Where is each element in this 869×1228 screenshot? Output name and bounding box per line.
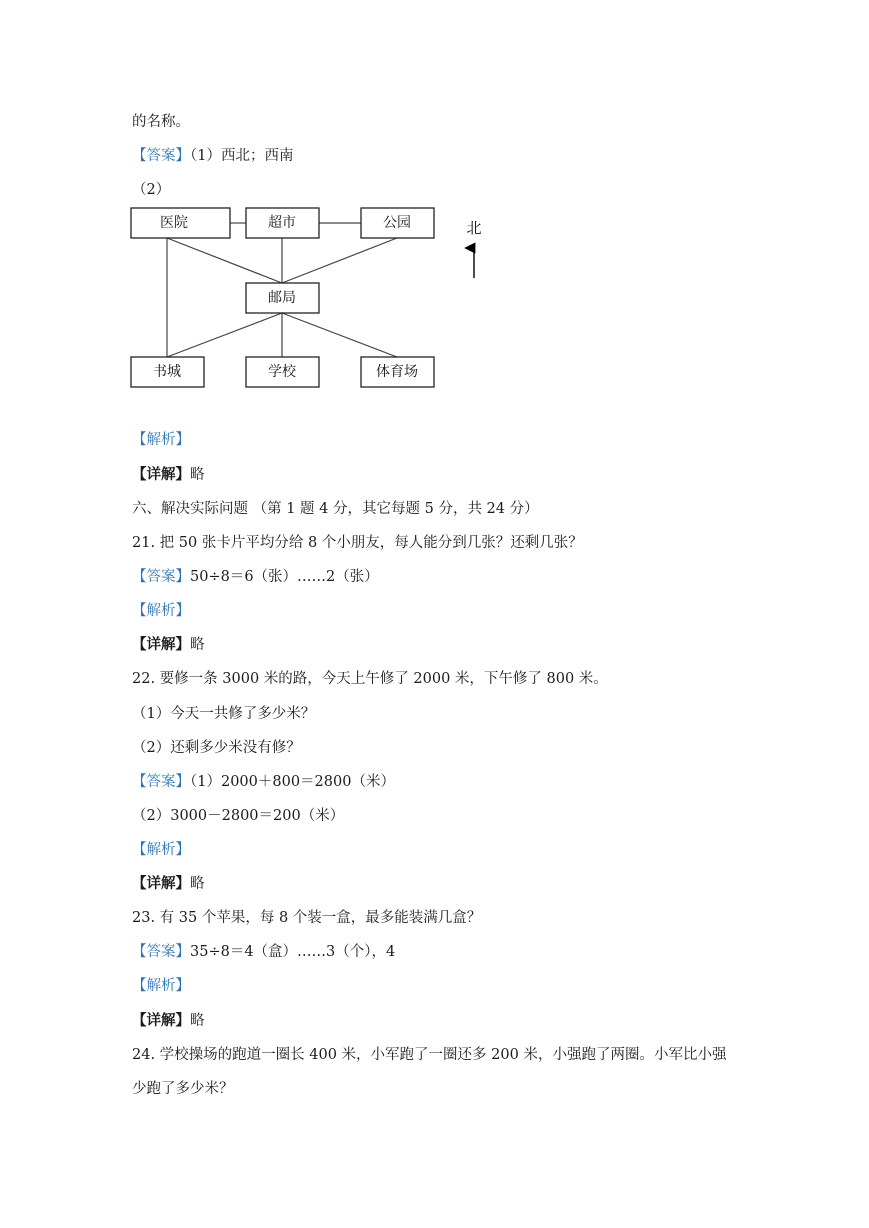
label-school: 学校 xyxy=(268,364,296,380)
label-park: 公园 xyxy=(383,215,411,231)
intro-tail-text: 的名称。 xyxy=(132,114,190,130)
q23-detail-line xyxy=(132,1011,205,1031)
line-postoffice-stadium xyxy=(282,313,397,357)
answer-text: （1）西北；西南 xyxy=(190,148,294,164)
q22-sub1: （1）今天一共修了多少米？ xyxy=(132,706,316,722)
label-hospital: 医院 xyxy=(160,215,188,231)
line-park-postoffice xyxy=(282,238,397,283)
label-supermarket: 超市 xyxy=(268,215,296,231)
q21-detail-line xyxy=(132,635,205,655)
answer-text: （1）2000＋800＝2800（米） xyxy=(190,774,395,790)
detail-text: 略 xyxy=(190,876,205,892)
detail-text: 略 xyxy=(190,637,205,653)
label-post-office: 邮局 xyxy=(268,290,296,306)
q22-sub2: （2）还剩多少米没有修？ xyxy=(132,740,301,756)
north-label: 北 xyxy=(466,219,482,237)
answer-text: 50÷8＝6（张）……2（张） xyxy=(190,569,379,585)
label-stadium: 体育场 xyxy=(376,364,418,380)
label-bookstore: 书城 xyxy=(153,364,181,380)
q22-analysis-tag: 【解析】 xyxy=(132,842,190,858)
line-hospital-postoffice xyxy=(167,238,282,283)
answer-tag: 【答案】 xyxy=(132,569,190,585)
q22-answer-part2: （2）3000－2800＝200（米） xyxy=(132,808,345,824)
answer-tag: 【答案】 xyxy=(132,774,190,790)
q22-question: 22. 要修一条 3000 米的路，今天上午修了 2000 米，下午修了 800 米。 xyxy=(132,671,608,687)
q24-question-line2: 少跑了多少米？ xyxy=(132,1081,234,1097)
q21-answer-line xyxy=(132,567,379,587)
answer-text: 35÷8＝4（盒）……3（个），4 xyxy=(190,944,396,960)
q20-answer-line xyxy=(132,146,293,166)
q20-analysis-tag: 【解析】 xyxy=(132,432,190,448)
answer-tag: 【答案】 xyxy=(132,148,190,164)
section-6-title: 六、解决实际问题 （第 1 题 4 分，其它每题 5 分，共 24 分） xyxy=(132,501,539,517)
q21-question: 21. 把 50 张卡片平均分给 8 个小朋友，每人能分到几张？还剩几张？ xyxy=(132,535,583,551)
detail-tag: 【详解】 xyxy=(132,875,190,892)
detail-text: 略 xyxy=(190,467,205,483)
detail-text: 略 xyxy=(190,1013,205,1029)
line-postoffice-bookstore xyxy=(167,313,282,357)
q24-question-line1: 24. 学校操场的跑道一圈长 400 米，小军跑了一圈还多 200 米，小强跑了两圈。小军比小强 xyxy=(132,1047,727,1063)
q22-answer-line xyxy=(132,772,395,792)
q22-detail-line xyxy=(132,874,205,894)
q23-analysis-tag: 【解析】 xyxy=(132,978,190,994)
q21-analysis-tag: 【解析】 xyxy=(132,603,190,619)
q23-answer-line xyxy=(132,942,395,962)
detail-tag: 【详解】 xyxy=(132,466,190,483)
q23-question: 23. 有 35 个苹果，每 8 个装一盒，最多能装满几盒？ xyxy=(132,910,482,926)
answer-tag: 【答案】 xyxy=(132,944,190,960)
q20-detail-line xyxy=(132,465,205,485)
location-diagram xyxy=(128,202,498,398)
detail-tag: 【详解】 xyxy=(132,1012,190,1029)
detail-tag: 【详解】 xyxy=(132,636,190,653)
diagram-svg xyxy=(128,202,498,398)
q20-answer-part2: （2） xyxy=(132,182,171,198)
